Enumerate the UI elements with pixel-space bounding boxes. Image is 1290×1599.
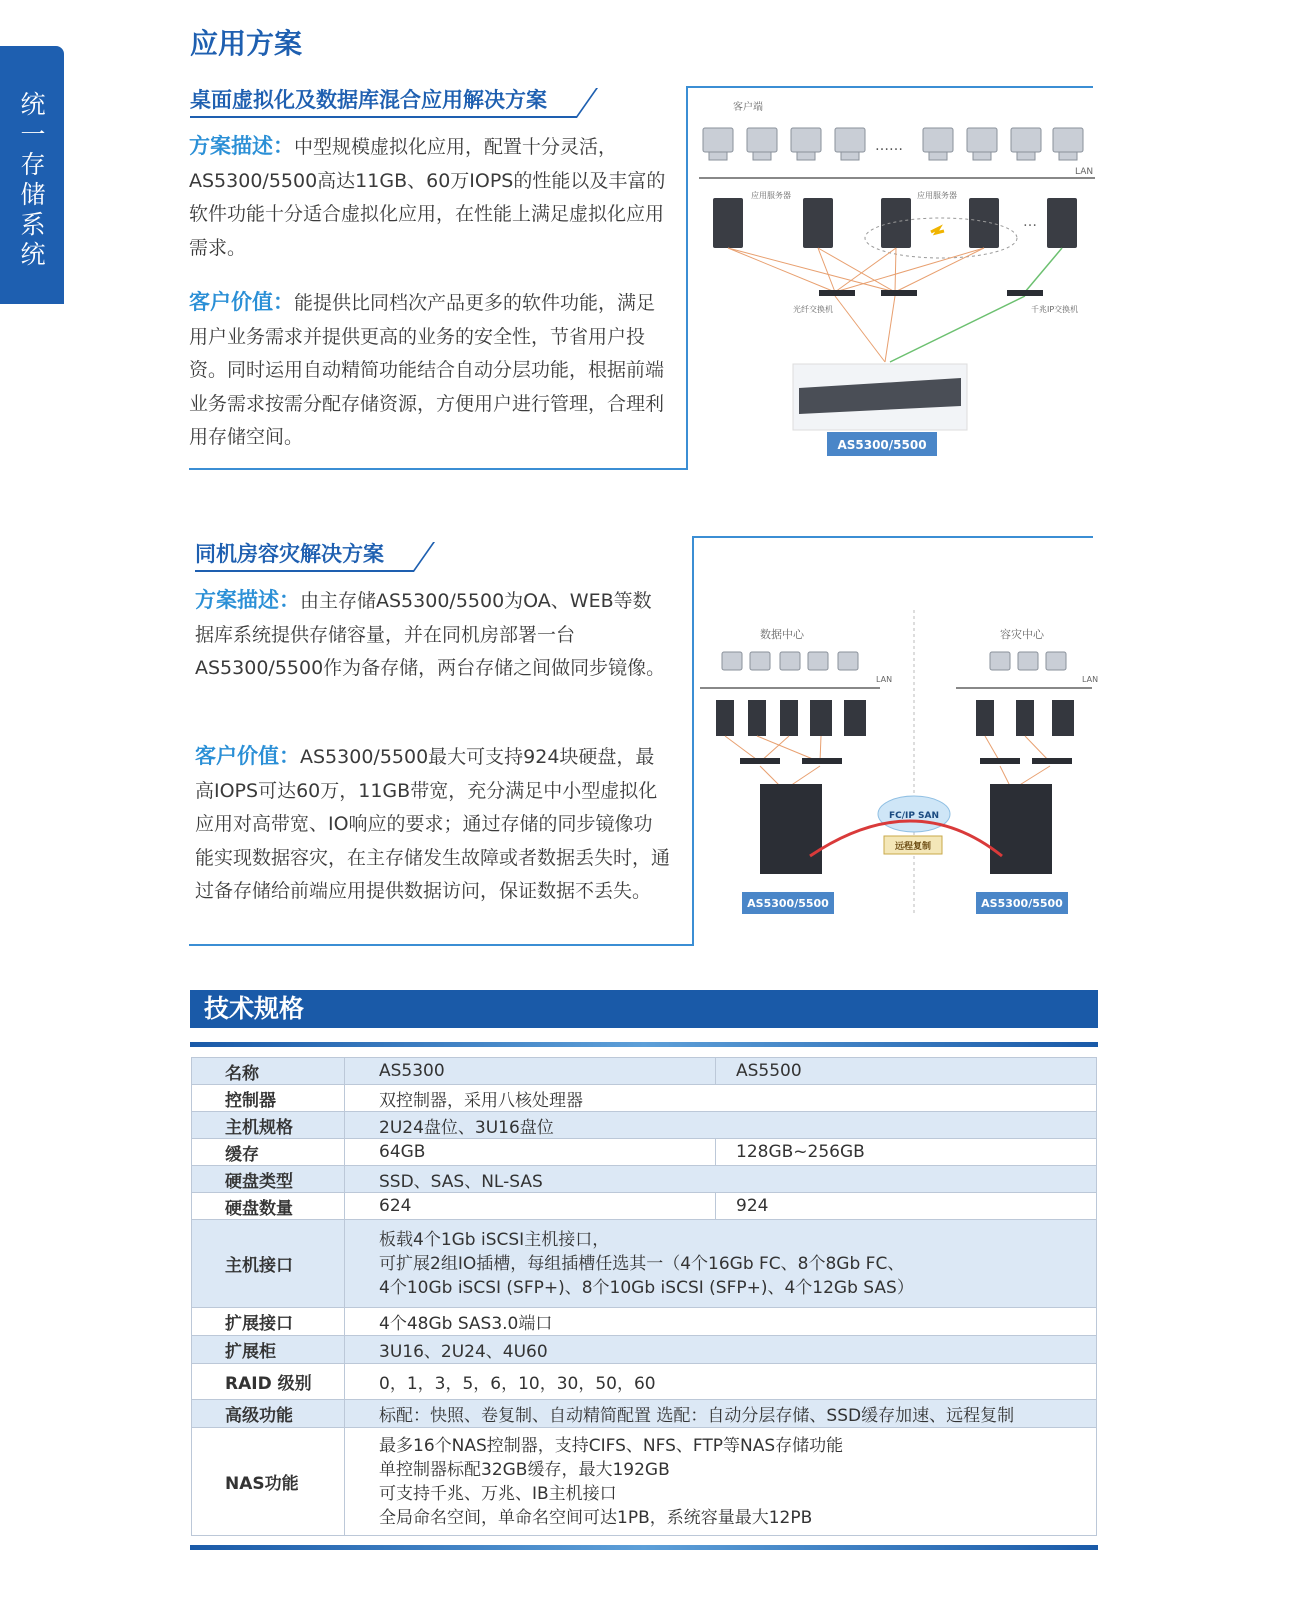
row-name: 缓存 [192, 1139, 345, 1166]
table-row [192, 1336, 1097, 1364]
solution1-frame-bottom [189, 468, 688, 470]
row-value-multiline [345, 1220, 1097, 1308]
server-icon [881, 198, 911, 248]
solution2-desc-text: 由主存储AS5300/5500为OA、WEB等数据库系统提供存储容量，并在同机房部署一台AS5300/5500作为备存储，两台存储之间做同步镜像。 [195, 590, 666, 679]
fc-switch-icon [819, 290, 855, 296]
badge-right-text: AS5300/5500 [981, 897, 1063, 910]
row-line: 可扩展2组IO插槽，每组插槽任选其一（4个16Gb FC、8个8Gb FC、 [379, 1253, 905, 1274]
fc-switch-icon [881, 290, 917, 296]
row-value-1: 624 [345, 1193, 716, 1220]
server-icon [716, 700, 734, 736]
solution2-value [195, 740, 670, 909]
server-icon [969, 198, 999, 248]
solution1-frame-top [686, 86, 1093, 88]
row-line: 单控制器标配32GB缓存，最大192GB [379, 1459, 670, 1480]
row-name: 硬盘数量 [192, 1193, 345, 1220]
row-name: 主机接口 [192, 1220, 345, 1308]
servers-ellipsis: … [1023, 214, 1037, 230]
solution2-desc-label: 方案描述： [195, 588, 300, 612]
row-value: 标配：快照、卷复制、自动精简配置 选配：自动分层存储、SSD缓存加速、远程复制 [345, 1400, 1097, 1428]
client-pc-icon [1046, 652, 1066, 670]
server-icon [748, 700, 766, 736]
server-icon [976, 700, 994, 736]
solution1-desc-text: 中型规模虚拟化应用，配置十分灵活，AS5300/5500高达11GB、60万IOPS的性能以及丰富的软件功能十分适合虚拟化应用，在性能上满足虚拟化应用需求。 [189, 136, 666, 259]
primary-storage-rack-icon [760, 784, 822, 874]
solution1-value [189, 286, 667, 455]
specs-table [191, 1057, 1097, 1536]
dc-lan-label: LAN [876, 675, 893, 684]
solution2-value-label: 客户价值： [195, 744, 300, 768]
row-name: RAID 级别 [192, 1364, 345, 1400]
client-pc-icon [780, 652, 800, 670]
client-pc-icon [838, 652, 858, 670]
solution2-diagram [700, 606, 1099, 922]
side-tab-label: 统一存储系统 [20, 90, 46, 269]
app-server-label-1: 应用服务器 [751, 191, 791, 200]
server-icon [1047, 198, 1077, 248]
solution1-frame-divider [686, 86, 688, 470]
row-value: 0，1，3，5，6，10，30，50，60 [345, 1364, 1097, 1400]
solution1-value-label: 客户价值： [189, 290, 294, 314]
row-name: 主机规格 [192, 1112, 345, 1139]
row-value-1: 64GB [345, 1139, 716, 1166]
table-row [192, 1139, 1097, 1166]
dr-label: 容灾中心 [1000, 628, 1044, 641]
solution2-frame-bottom [189, 944, 694, 946]
table-row [192, 1193, 1097, 1220]
row-value: SSD、SAS、NL-SAS [345, 1166, 1097, 1193]
table-row [192, 1220, 1097, 1308]
row-name: 扩展接口 [192, 1308, 345, 1336]
row-name: 扩展柜 [192, 1336, 345, 1364]
row-value-multiline [345, 1428, 1097, 1536]
client-pc-icon [791, 128, 821, 160]
client-pc-icon [750, 652, 770, 670]
solution2-heading: 同机房容灾解决方案 [195, 538, 414, 572]
server-icon [803, 198, 833, 248]
client-pc-icon [703, 128, 733, 160]
solution2-value-text: AS5300/5500最大可支持924块硬盘，最高IOPS可达60万，11GB带宽，充分满足中小型虚拟化应用对高带宽、IO响应的要求；通过存储的同步镜像功能实现数据容灾，在主存储发生故障或者数据丢失时，通过备存储给前端应用提供数据访问，保证数据不丢失。 [195, 746, 671, 902]
server-icon [780, 700, 798, 736]
solution1-description [189, 130, 667, 265]
server-icon [810, 700, 832, 736]
row-value: 3U16、2U24、4U60 [345, 1336, 1097, 1364]
client-pc-icon [1011, 128, 1041, 160]
fc-switch-label: 光纤交换机 [793, 305, 833, 314]
san-label: FC/IP SAN [888, 811, 940, 821]
dc-label: 数据中心 [760, 628, 804, 641]
solution1-value-text: 能提供比同档次产品更多的软件功能，满足用户业务需求并提供更高的业务的安全性，节省用户投资。同时运用自动精简功能结合自动分层功能，根据前端业务需求按需分配存储资源，方便用户进行管理，合理利用存储空间。 [189, 292, 665, 448]
client-pc-icon [747, 128, 777, 160]
server-icon [1052, 700, 1074, 736]
table-row [192, 1112, 1097, 1139]
fc-switch-icon [1032, 758, 1072, 764]
row-value: 双控制器，采用八核处理器 [345, 1085, 1097, 1112]
clients-label: 客户端 [733, 102, 763, 113]
client-pc-icon [1018, 652, 1038, 670]
table-row [192, 1085, 1097, 1112]
client-pc-icon [1053, 128, 1083, 160]
solution2-frame-divider [692, 536, 694, 946]
table-row [192, 1058, 1097, 1085]
client-pc-icon [808, 652, 828, 670]
client-pc-icon [990, 652, 1010, 670]
table-row [192, 1364, 1097, 1400]
fc-switch-icon [802, 758, 842, 764]
row-line: 可支持千兆、万兆、IB主机接口 [379, 1483, 617, 1504]
row-name: 名称 [192, 1058, 345, 1085]
server-icon [713, 198, 743, 248]
row-value-2: 924 [716, 1193, 1097, 1220]
badge-left-text: AS5300/5500 [747, 897, 829, 910]
ip-switch-icon [1007, 290, 1043, 296]
solution1-heading: 桌面虚拟化及数据库混合应用解决方案 [190, 84, 577, 118]
row-line: 全局命名空间，单命名空间可达1PB，系统容量最大12PB [379, 1507, 813, 1528]
ip-switch-label: 千兆IP交换机 [1031, 305, 1079, 314]
fc-switch-icon [980, 758, 1020, 764]
row-line: 4个10Gb iSCSI (SFP+)、8个10Gb iSCSI (SFP+)、4个12Gb SAS） [379, 1277, 914, 1298]
lan-label: LAN [1075, 167, 1094, 177]
dr-lan-label: LAN [1082, 675, 1099, 684]
table-row [192, 1166, 1097, 1193]
client-pc-icon [967, 128, 997, 160]
fc-switch-icon [740, 758, 780, 764]
row-value: 4个48Gb SAS3.0端口 [345, 1308, 1097, 1336]
app-server-label-2: 应用服务器 [917, 191, 957, 200]
row-name: 硬盘类型 [192, 1166, 345, 1193]
table-row [192, 1400, 1097, 1428]
row-name: 高级功能 [192, 1400, 345, 1428]
table-row [192, 1308, 1097, 1336]
section-title: 应用方案 [190, 27, 303, 60]
row-value-2: AS5500 [716, 1058, 1097, 1085]
row-value: 2U24盘位、3U16盘位 [345, 1112, 1097, 1139]
side-tab [0, 46, 64, 304]
lightning-icon [931, 228, 944, 233]
row-name: NAS功能 [192, 1428, 345, 1536]
row-line: 最多16个NAS控制器，支持CIFS、NFS、FTP等NAS存储功能 [379, 1435, 844, 1456]
row-value-2: 128GB~256GB [716, 1139, 1097, 1166]
table-row [192, 1428, 1097, 1536]
client-pc-icon [722, 652, 742, 670]
replication-label: 远程复制 [894, 842, 932, 852]
row-value-1: AS5300 [345, 1058, 716, 1085]
specs-title: 技术规格 [190, 990, 1098, 1028]
solution1-diagram [695, 92, 1097, 464]
client-pc-icon [835, 128, 865, 160]
row-name: 控制器 [192, 1085, 345, 1112]
row-line: 板载4个1Gb iSCSI主机接口， [379, 1229, 610, 1250]
solution2-description [195, 584, 670, 686]
solution2-frame-top [692, 536, 1093, 538]
server-icon [844, 700, 866, 736]
client-pc-icon [923, 128, 953, 160]
clients-ellipsis: …… [875, 138, 903, 154]
solution1-desc-label: 方案描述： [189, 134, 294, 158]
server-icon [1016, 700, 1034, 736]
specs-bottom-bar [190, 1545, 1098, 1550]
specs-top-bar [190, 1042, 1098, 1047]
backup-storage-rack-icon [990, 784, 1052, 874]
storage-badge-text: AS5300/5500 [837, 438, 927, 452]
